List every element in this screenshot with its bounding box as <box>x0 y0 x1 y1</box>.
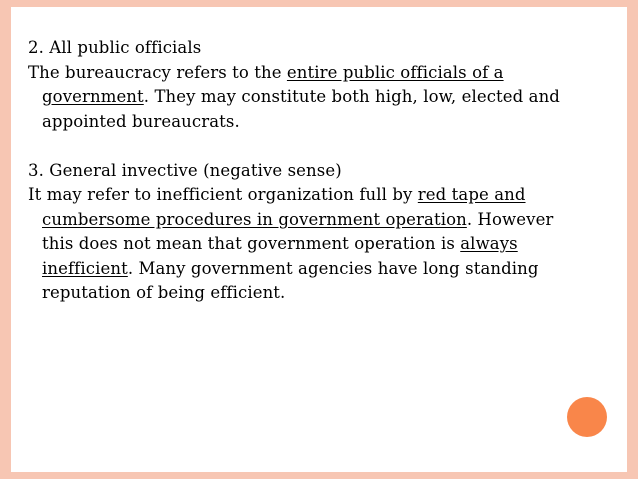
point-3-underlined-2: always inefficient <box>42 234 518 278</box>
point-3-text-mid: . However this does not mean that government operation is <box>42 209 554 253</box>
point-2-body <box>28 61 588 135</box>
point-2-heading: 2. All public officials <box>28 38 202 57</box>
point-3-text-post: . Many government agencies have long standing reputation of being efficient. <box>42 258 539 302</box>
point-3-underlined-1: red tape and cumbersome procedures in government operation <box>42 185 526 229</box>
point-2-text-pre: The bureaucracy refers to the <box>28 62 287 82</box>
decorative-circle-icon <box>567 397 607 437</box>
point-3-body <box>28 183 588 306</box>
slide-content <box>28 36 588 306</box>
point-2-underlined-a: entire public officials of a <box>286 62 504 82</box>
point-2-text-post: . They may constitute both high, low, elected and appointed bureaucrats. <box>42 87 560 131</box>
point-3-text-pre: It may refer to inefficient organization full by <box>28 185 418 204</box>
paragraph-gap <box>28 134 588 159</box>
point-3-heading: 3. General invective (negative sense) <box>28 160 342 180</box>
point-2-underlined-b: government <box>42 87 144 106</box>
